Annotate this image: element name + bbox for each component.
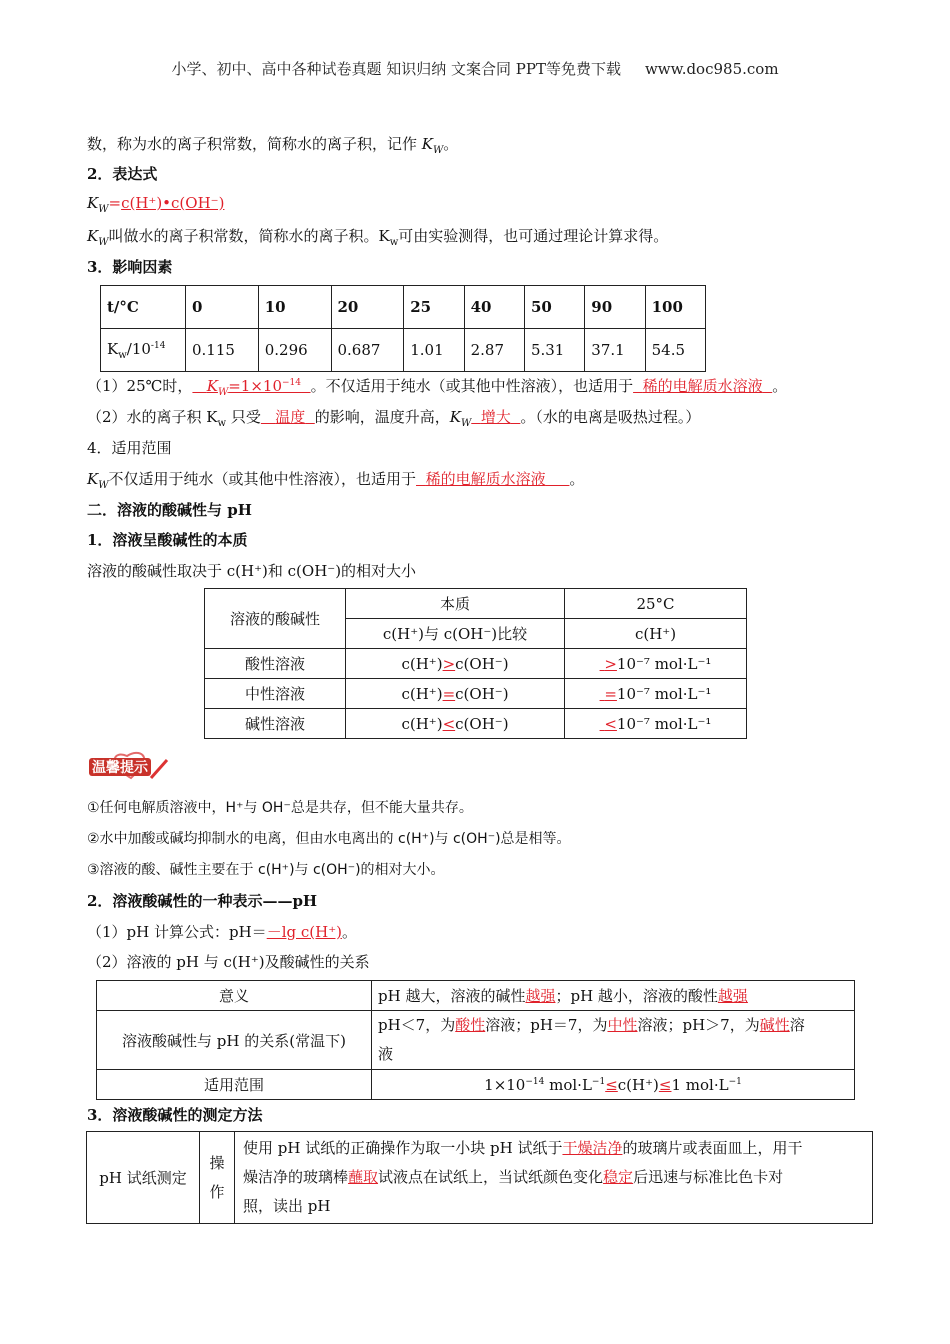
table-row [205, 679, 747, 709]
table-header: t/°C [101, 286, 186, 329]
table-row [205, 649, 747, 679]
table-cell: c(H⁺)>c(OH⁻) [346, 649, 565, 679]
table-cell: c(H⁺)<c(OH⁻) [346, 709, 565, 739]
table-cell: $1\times 10^{-14}$ $mol\cdot L^{-1}\le c(H^+)\le 1$ $mol\cdot L^{-1}$ [372, 1070, 855, 1100]
table-cell: pH＜7，为酸性溶液；pH＝7，为中性溶液；pH＞7，为碱性溶 液 [372, 1011, 855, 1070]
table-cell: 意义 [97, 981, 372, 1011]
table-row [205, 709, 747, 739]
kw-temperature-table [100, 285, 706, 372]
table-cell: c(H⁺)=c(OH⁻) [346, 679, 565, 709]
table-cell: 酸性溶液 [205, 649, 346, 679]
table-cell: 1.01 [404, 329, 464, 372]
ph-formula: （1）pH 计算公式：pH＝－lg c(H⁺)。 [87, 923, 357, 941]
table-row [101, 329, 706, 372]
table-cell: <10⁻⁷ mol·L⁻¹ [565, 709, 747, 739]
intro-line: 数，称为水的离子积常数，简称水的离子积，记作 $K_W$。 [87, 135, 459, 156]
table-cell: 操作 [200, 1132, 235, 1224]
tip-badge-icon [87, 748, 171, 784]
part-2-title: 二．溶液的酸碱性与 pH [87, 501, 252, 519]
table-header: 溶液的酸碱性 [205, 589, 346, 649]
table-header: 本质 [346, 589, 565, 619]
table-cell: 0.115 [186, 329, 259, 372]
ph-relation-table [96, 980, 855, 1100]
table-cell: 37.1 [585, 329, 645, 372]
table-row [97, 1011, 855, 1070]
table-header: 10 [258, 286, 331, 329]
table-header: 0 [186, 286, 259, 329]
table-cell: 5.31 [524, 329, 584, 372]
table-row [205, 589, 747, 619]
table-row [97, 981, 855, 1011]
subsection-3-title: 3．溶液酸碱性的测定方法 [87, 1106, 263, 1124]
table-header: 25°C [565, 589, 747, 619]
section-2-title: 2．表达式 [87, 165, 158, 183]
badge-text: 温馨提示 [92, 760, 148, 776]
table-row [101, 286, 706, 329]
table-header: c(H⁺)与 c(OH⁻)比较 [346, 619, 565, 649]
subsection-1-title: 1．溶液呈酸碱性的本质 [87, 531, 248, 549]
header-url[interactable]: www.doc985.com [644, 60, 779, 78]
table-header: 20 [331, 286, 404, 329]
ph-relation-intro: （2）溶液的 pH 与 c(H⁺)及酸碱性的关系 [87, 953, 370, 971]
table-cell: 使用 pH 试纸的正确操作为取一小块 pH 试纸于干燥洁净的玻璃片或表面皿上，用干 燥洁净的玻璃棒蘸取试液点在试纸上，当试纸颜色变化稳定后迅速与标准比色卡对 照，读出 pH [235, 1132, 873, 1224]
table-header: 25 [404, 286, 464, 329]
table-cell: 54.5 [645, 329, 705, 372]
table-cell: 溶液酸碱性与 pH 的关系(常温下) [97, 1011, 372, 1070]
row-label: $K_w/10^{-14}$ [101, 329, 186, 372]
table-row [97, 1070, 855, 1100]
page-header [0, 58, 950, 79]
table-header: 40 [464, 286, 524, 329]
table-cell: pH 越大，溶液的碱性越强；pH 越小，溶液的酸性越强 [372, 981, 855, 1011]
table-cell: 碱性溶液 [205, 709, 346, 739]
table-cell: 中性溶液 [205, 679, 346, 709]
table-header: 90 [585, 286, 645, 329]
table-cell: 0.296 [258, 329, 331, 372]
point-2: （2）水的离子积 $K_w$ 只受 温度 的影响，温度升高，$K_W$ 增大 。（水的电离是吸热过程。） [87, 408, 701, 429]
table-cell: >10⁻⁷ mol·L⁻¹ [565, 649, 747, 679]
tip-3: ③溶液的酸、碱性主要在于 c(H⁺)与 c(OH⁻)的相对大小。 [87, 862, 445, 878]
table-cell: 0.687 [331, 329, 404, 372]
table-cell: pH 试纸测定 [87, 1132, 200, 1224]
section-3-title: 3．影响因素 [87, 258, 173, 276]
point-1: （1）25℃时， $K_W=1\times 10^{-14}$ 。不仅适用于纯水（或其他中性溶液），也适用于 稀的电解质水溶液 。 [87, 377, 788, 398]
subsection-1-text: 溶液的酸碱性取决于 c(H⁺)和 c(OH⁻)的相对大小 [87, 562, 417, 580]
section-4-title: 4．适用范围 [87, 439, 172, 457]
table-cell: 适用范围 [97, 1070, 372, 1100]
kw-description: $K_W$叫做水的离子积常数，简称水的离子积。$K_w$可由实验测得，也可通过理论计算求得。 [87, 227, 669, 248]
tip-1: ①任何电解质溶液中，H⁺与 OH⁻总是共存，但不能大量共存。 [87, 800, 473, 816]
subsection-2-title: 2．溶液酸碱性的一种表示——pH [87, 892, 318, 910]
ph-test-method-table [86, 1131, 873, 1224]
section-4-text: $K_W$不仅适用于纯水（或其他中性溶液），也适用于 稀的电解质水溶液 。 [87, 470, 585, 491]
table-cell: 2.87 [464, 329, 524, 372]
tip-2: ②水中加酸或碱均抑制水的电离，但由水电离出的 c(H⁺)与 c(OH⁻)总是相等。 [87, 831, 571, 847]
kw-formula: $K_W=c(H^+)•c(OH^-)$ [87, 194, 225, 215]
table-header: 50 [524, 286, 584, 329]
header-text: 小学、初中、高中各种试卷真题 知识归纳 文案合同 PPT等免费下载 [171, 60, 621, 78]
table-header: c(H⁺) [565, 619, 747, 649]
acidity-nature-table [204, 588, 747, 739]
table-header: 100 [645, 286, 705, 329]
table-cell: =10⁻⁷ mol·L⁻¹ [565, 679, 747, 709]
table-row [87, 1132, 873, 1224]
